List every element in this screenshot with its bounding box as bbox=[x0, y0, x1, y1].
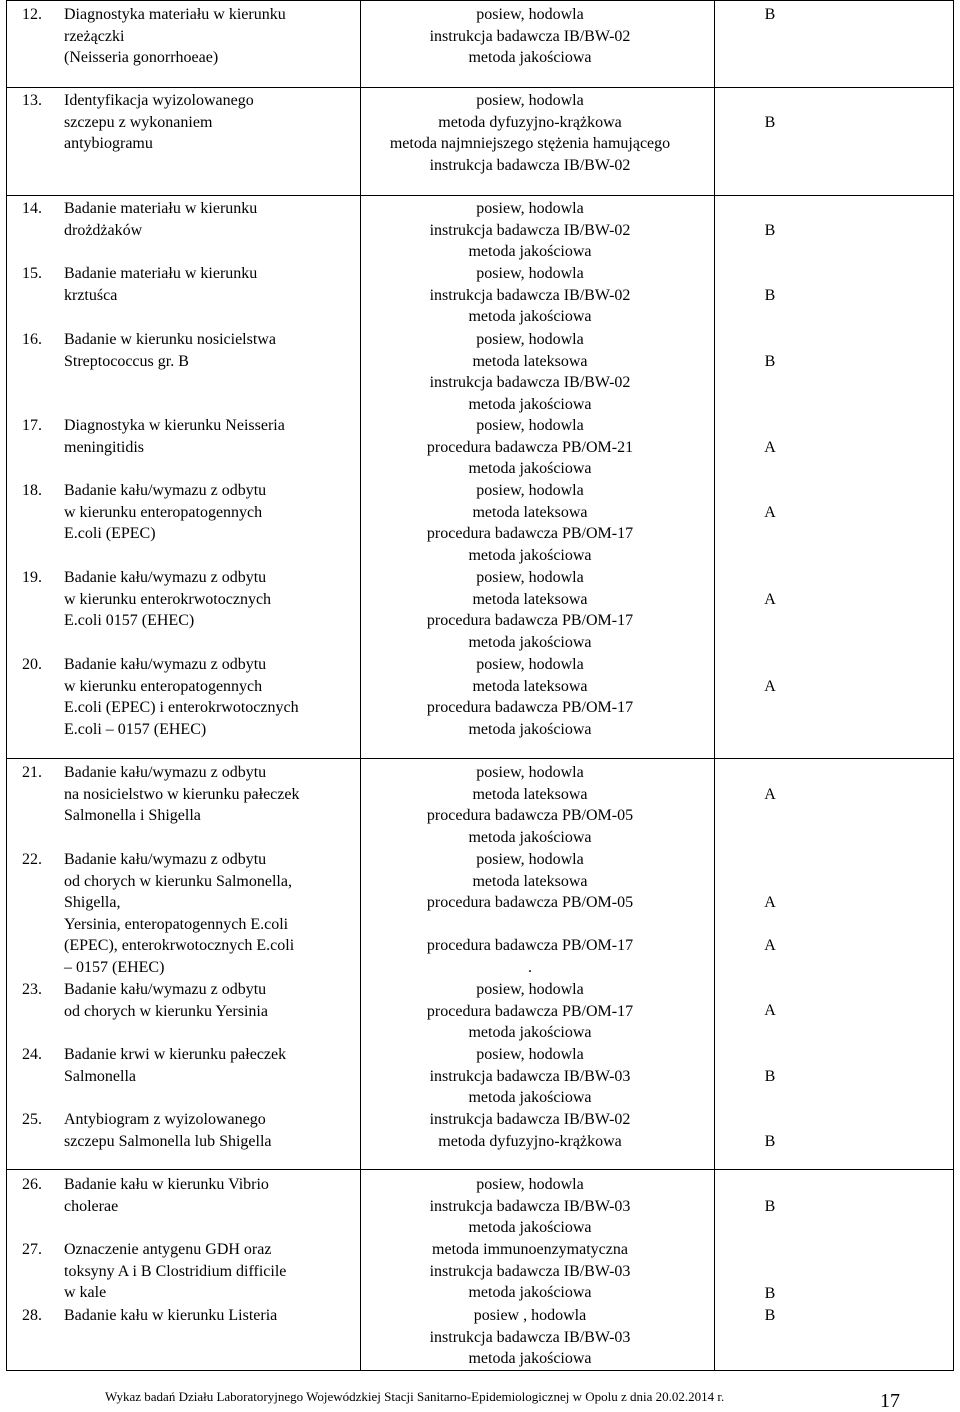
test-description bbox=[64, 1109, 359, 1152]
row-number: 26. bbox=[22, 1176, 42, 1193]
method-line: procedura badawcza PB/OM-05 bbox=[426, 894, 634, 912]
accreditation-grade: A bbox=[764, 786, 776, 803]
test-description bbox=[64, 480, 359, 545]
method-line: posiew, hodowla bbox=[476, 200, 584, 217]
description-line: (EPEC), enterokrwotocznych E.coli bbox=[64, 937, 295, 955]
page-footer: Wykaz badań Działu Laboratoryjnego Wojewódzkiej Stacji Sanitarno-Epidemiologicznej w Opolu z dnia 20.02.2014 r. bbox=[105, 1389, 725, 1404]
test-method bbox=[360, 480, 700, 566]
method-line: metoda jakościowa bbox=[468, 395, 592, 413]
test-method bbox=[360, 198, 700, 263]
row-number: 15. bbox=[22, 265, 42, 282]
row-number: 24. bbox=[22, 1046, 42, 1063]
description-line: Badanie kału/wymazu z odbytu bbox=[64, 569, 267, 586]
description-line: krztuśca bbox=[64, 286, 118, 304]
row-number: 19. bbox=[22, 569, 42, 586]
test-description bbox=[64, 1174, 359, 1217]
method-line: metoda jakościowa bbox=[468, 546, 592, 564]
row-number: 21. bbox=[22, 764, 42, 781]
table-border-top bbox=[6, 0, 954, 1]
accreditation-grade: A bbox=[764, 591, 776, 608]
test-method bbox=[360, 263, 700, 328]
description-line: (Neisseria gonorrhoeae) bbox=[64, 49, 219, 67]
accreditation-grade: A bbox=[764, 894, 776, 911]
row-number: 27. bbox=[22, 1241, 42, 1258]
row-separator bbox=[6, 195, 954, 196]
row-number: 16. bbox=[22, 331, 42, 348]
test-description bbox=[64, 762, 359, 827]
description-line: antybiogramu bbox=[64, 135, 153, 153]
method-line: procedura badawcza PB/OM-05 bbox=[426, 807, 634, 825]
row-number: 13. bbox=[22, 92, 42, 109]
test-description bbox=[64, 415, 359, 458]
test-method bbox=[360, 90, 700, 176]
method-line: metoda jakościowa bbox=[468, 1350, 592, 1368]
accreditation-grade: B bbox=[764, 1198, 776, 1215]
method-line: posiew, hodowla bbox=[476, 851, 584, 868]
description-line: w kierunku enteropatogennych bbox=[64, 677, 263, 695]
method-line: metoda jakościowa bbox=[468, 1219, 592, 1237]
accreditation-grade: B bbox=[764, 1133, 776, 1150]
method-line: . bbox=[528, 958, 532, 976]
method-line: procedura badawcza PB/OM-17 bbox=[426, 699, 634, 717]
method-line: posiew, hodowla bbox=[476, 265, 584, 282]
method-line: metoda jakościowa bbox=[468, 308, 592, 326]
row-number: 18. bbox=[22, 482, 42, 499]
table-border-left bbox=[6, 0, 7, 1370]
description-line: Badanie krwi w kierunku pałeczek bbox=[64, 1046, 287, 1063]
row-separator bbox=[6, 1169, 954, 1170]
test-description bbox=[64, 1044, 359, 1087]
method-line: posiew, hodowla bbox=[476, 1046, 584, 1063]
row-number: 14. bbox=[22, 200, 42, 217]
method-line: metoda jakościowa bbox=[468, 1284, 592, 1302]
method-line: posiew, hodowla bbox=[476, 6, 584, 23]
description-line: od chorych w kierunku Yersinia bbox=[64, 1002, 268, 1020]
test-method bbox=[360, 1305, 700, 1370]
description-line: w kierunku enteropatogennych bbox=[64, 503, 263, 521]
method-line: instrukcja badawcza IB/BW-03 bbox=[429, 1197, 631, 1215]
description-line: Salmonella i Shigella bbox=[64, 807, 201, 825]
description-line: szczepu Salmonella lub Shigella bbox=[64, 1132, 272, 1150]
accreditation-grade: B bbox=[764, 1307, 776, 1324]
test-method bbox=[360, 415, 700, 480]
description-line: Badanie materiału w kierunku bbox=[64, 200, 258, 217]
accreditation-grade: A bbox=[764, 439, 776, 456]
method-line: metoda lateksowa bbox=[472, 872, 588, 890]
test-method bbox=[360, 329, 700, 415]
method-line: posiew, hodowla bbox=[476, 417, 584, 434]
method-line: instrukcja badawcza IB/BW-02 bbox=[429, 156, 631, 174]
description-line: E.coli – 0157 (EHEC) bbox=[64, 720, 207, 738]
method-line: metoda lateksowa bbox=[472, 503, 588, 521]
description-line: szczepu z wykonaniem bbox=[64, 113, 213, 131]
description-line: Badanie materiału w kierunku bbox=[64, 265, 258, 282]
method-line: metoda jakościowa bbox=[468, 828, 592, 846]
method-line: metoda lateksowa bbox=[472, 785, 588, 803]
description-line: Streptococcus gr. B bbox=[64, 352, 189, 370]
description-line: rzeżączki bbox=[64, 27, 125, 45]
description-line: Diagnostyka materiału w kierunku bbox=[64, 6, 286, 23]
description-line: Badanie kału/wymazu z odbytu bbox=[64, 851, 267, 868]
method-line: procedura badawcza PB/OM-21 bbox=[426, 438, 634, 456]
row-number: 12. bbox=[22, 6, 42, 23]
description-line: w kierunku enterokrwotocznych bbox=[64, 590, 272, 608]
test-description bbox=[64, 654, 359, 740]
method-line: posiew, hodowla bbox=[476, 764, 584, 781]
description-line: od chorych w kierunku Salmonella, bbox=[64, 872, 292, 890]
method-line: metoda jakościowa bbox=[468, 243, 592, 261]
description-line: Badanie kału w kierunku Listeria bbox=[64, 1307, 278, 1324]
description-line: meningitidis bbox=[64, 438, 144, 456]
description-line: Oznaczenie antygenu GDH oraz bbox=[64, 1241, 272, 1258]
method-line: instrukcja badawcza IB/BW-03 bbox=[429, 1262, 631, 1280]
test-description bbox=[64, 90, 359, 155]
test-method bbox=[360, 4, 700, 69]
method-line bbox=[360, 914, 700, 936]
accreditation-grade: B bbox=[764, 1285, 776, 1302]
table-border-bottom bbox=[6, 1370, 954, 1371]
description-line: Badanie kału/wymazu z odbytu bbox=[64, 656, 267, 673]
accreditation-grade: B bbox=[764, 1068, 776, 1085]
page-number: 17 bbox=[880, 1390, 900, 1412]
table-border-right bbox=[953, 0, 954, 1370]
method-line: metoda jakościowa bbox=[468, 720, 592, 738]
test-method bbox=[360, 654, 700, 740]
test-description bbox=[64, 979, 359, 1022]
description-line: E.coli 0157 (EHEC) bbox=[64, 612, 195, 630]
method-line: posiew , hodowla bbox=[473, 1307, 587, 1324]
row-number: 28. bbox=[22, 1307, 42, 1324]
test-description bbox=[64, 567, 359, 632]
method-line: metoda dyfuzyjno-krążkowa bbox=[438, 113, 622, 131]
method-line: instrukcja badawcza IB/BW-02 bbox=[429, 27, 631, 45]
description-line: Antybiogram z wyizolowanego bbox=[64, 1111, 266, 1128]
description-line: Diagnostyka w kierunku Neisseria bbox=[64, 417, 285, 434]
method-line: metoda lateksowa bbox=[472, 677, 588, 695]
method-line: instrukcja badawcza IB/BW-02 bbox=[429, 221, 631, 239]
description-line: Badanie kału/wymazu z odbytu bbox=[64, 482, 267, 499]
description-line: drożdżaków bbox=[64, 221, 143, 239]
method-line: metoda jakościowa bbox=[468, 460, 592, 478]
accreditation-grade: B bbox=[764, 114, 776, 131]
accreditation-grade: A bbox=[764, 937, 776, 954]
row-number: 20. bbox=[22, 656, 42, 673]
description-line: na nosicielstwo w kierunku pałeczek bbox=[64, 785, 300, 803]
method-line: procedura badawcza PB/OM-17 bbox=[426, 525, 634, 543]
test-description bbox=[64, 198, 359, 241]
description-line: toksyny A i B Clostridium difficile bbox=[64, 1262, 287, 1280]
method-line: metoda immunoenzymatyczna bbox=[432, 1241, 628, 1258]
description-line: Salmonella bbox=[64, 1067, 136, 1085]
accreditation-grade: B bbox=[764, 287, 776, 304]
method-line: metoda jakościowa bbox=[468, 49, 592, 67]
method-line: metoda jakościowa bbox=[468, 1024, 592, 1042]
accreditation-grade: B bbox=[764, 222, 776, 239]
method-line: metoda dyfuzyjno-krążkowa bbox=[438, 1132, 622, 1150]
description-line: Badanie w kierunku nosicielstwa bbox=[64, 331, 276, 348]
method-line: metoda lateksowa bbox=[472, 352, 588, 370]
row-separator bbox=[6, 87, 954, 88]
test-method bbox=[360, 849, 700, 979]
description-line: Shigella, bbox=[64, 894, 121, 912]
accreditation-grade: A bbox=[764, 504, 776, 521]
method-line: metoda jakościowa bbox=[468, 1089, 592, 1107]
method-line: procedura badawcza PB/OM-17 bbox=[426, 612, 634, 630]
accreditation-grade: A bbox=[764, 678, 776, 695]
description-line: E.coli (EPEC) i enterokrwotocznych bbox=[64, 699, 299, 717]
method-line: metoda lateksowa bbox=[472, 590, 588, 608]
method-line: procedura badawcza PB/OM-17 bbox=[426, 937, 634, 955]
column-divider-2 bbox=[714, 0, 715, 1370]
test-description bbox=[64, 263, 359, 306]
method-line: instrukcja badawcza IB/BW-02 bbox=[429, 374, 631, 392]
description-line: – 0157 (EHEC) bbox=[64, 958, 165, 976]
test-description bbox=[64, 1305, 359, 1327]
description-line: Identyfikacja wyizolowanego bbox=[64, 92, 254, 109]
row-number: 17. bbox=[22, 417, 42, 434]
test-method bbox=[360, 979, 700, 1044]
method-line: metoda jakościowa bbox=[468, 633, 592, 651]
method-line: posiew, hodowla bbox=[476, 569, 584, 586]
test-method bbox=[360, 1044, 700, 1109]
accreditation-grade: A bbox=[764, 1002, 776, 1019]
test-description bbox=[64, 4, 359, 69]
method-line: instrukcja badawcza IB/BW-03 bbox=[429, 1328, 631, 1346]
row-number: 25. bbox=[22, 1111, 42, 1128]
description-line: w kale bbox=[64, 1284, 107, 1302]
description-line: Badanie kału w kierunku Vibrio bbox=[64, 1176, 269, 1193]
method-line: instrukcja badawcza IB/BW-03 bbox=[429, 1067, 631, 1085]
method-line: posiew, hodowla bbox=[476, 92, 584, 109]
method-line: metoda najmniejszego stężenia hamującego bbox=[389, 135, 671, 153]
description-line: Yersinia, enteropatogennych E.coli bbox=[64, 915, 289, 933]
method-line: posiew, hodowla bbox=[476, 981, 584, 998]
method-line: posiew, hodowla bbox=[476, 331, 584, 348]
row-number: 23. bbox=[22, 981, 42, 998]
row-separator bbox=[6, 758, 954, 759]
accreditation-grade: B bbox=[764, 6, 776, 23]
test-method bbox=[360, 1109, 700, 1152]
test-method bbox=[360, 567, 700, 653]
test-method bbox=[360, 1239, 700, 1304]
test-description bbox=[64, 329, 359, 372]
method-line: posiew, hodowla bbox=[476, 482, 584, 499]
method-line: procedura badawcza PB/OM-17 bbox=[426, 1002, 634, 1020]
description-line: Badanie kału/wymazu z odbytu bbox=[64, 981, 267, 998]
method-line: posiew, hodowla bbox=[476, 1176, 584, 1193]
row-number: 22. bbox=[22, 851, 42, 868]
test-description bbox=[64, 849, 359, 979]
description-line: cholerae bbox=[64, 1197, 119, 1215]
method-line: instrukcja badawcza IB/BW-02 bbox=[429, 1111, 631, 1128]
description-line: Badanie kału/wymazu z odbytu bbox=[64, 764, 267, 781]
method-line: instrukcja badawcza IB/BW-02 bbox=[429, 286, 631, 304]
accreditation-grade: B bbox=[764, 353, 776, 370]
method-line: posiew, hodowla bbox=[476, 656, 584, 673]
test-method bbox=[360, 1174, 700, 1239]
test-description bbox=[64, 1239, 359, 1304]
description-line: E.coli (EPEC) bbox=[64, 525, 156, 543]
test-method bbox=[360, 762, 700, 848]
